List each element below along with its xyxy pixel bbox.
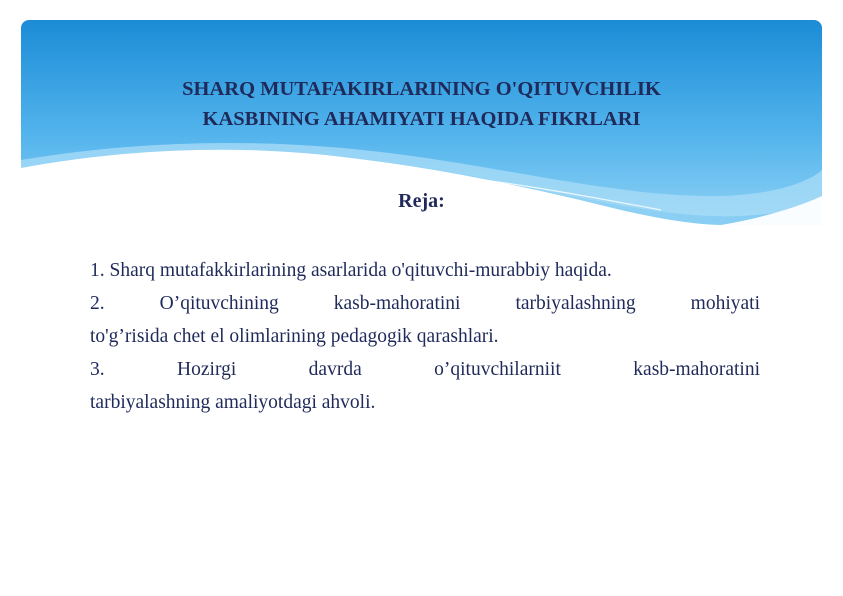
plan-heading: Reja: — [398, 190, 445, 212]
plan-list — [90, 254, 760, 419]
title-line: KASBINING AHAMIYATI HAQIDA FIKRLARI — [202, 108, 641, 130]
list-item-line: 2. O’qituvchining kasb-mahoratini tarbiyalashning mohiyati — [90, 293, 760, 314]
title-line: SHARQ MUTAFAKIRLARINING O'QITUVCHILIK — [182, 78, 661, 100]
list-item-line: to'g’risida chet el olimlarining pedagogik qarashlari. — [90, 326, 499, 347]
list-item-line: 3. Hozirgi davrda o’qituvchilarniit kasb-mahoratini — [90, 359, 760, 380]
list-item-line: 1. Sharq mutafakkirlarining asarlarida o'qituvchi-murabbiy haqida. — [90, 260, 612, 281]
list-item-line: tarbiyalashning amaliyotdagi ahvoli. — [90, 392, 376, 413]
list-item — [90, 254, 760, 287]
slide-title — [40, 74, 803, 134]
list-item — [90, 287, 760, 353]
list-item — [90, 353, 760, 419]
